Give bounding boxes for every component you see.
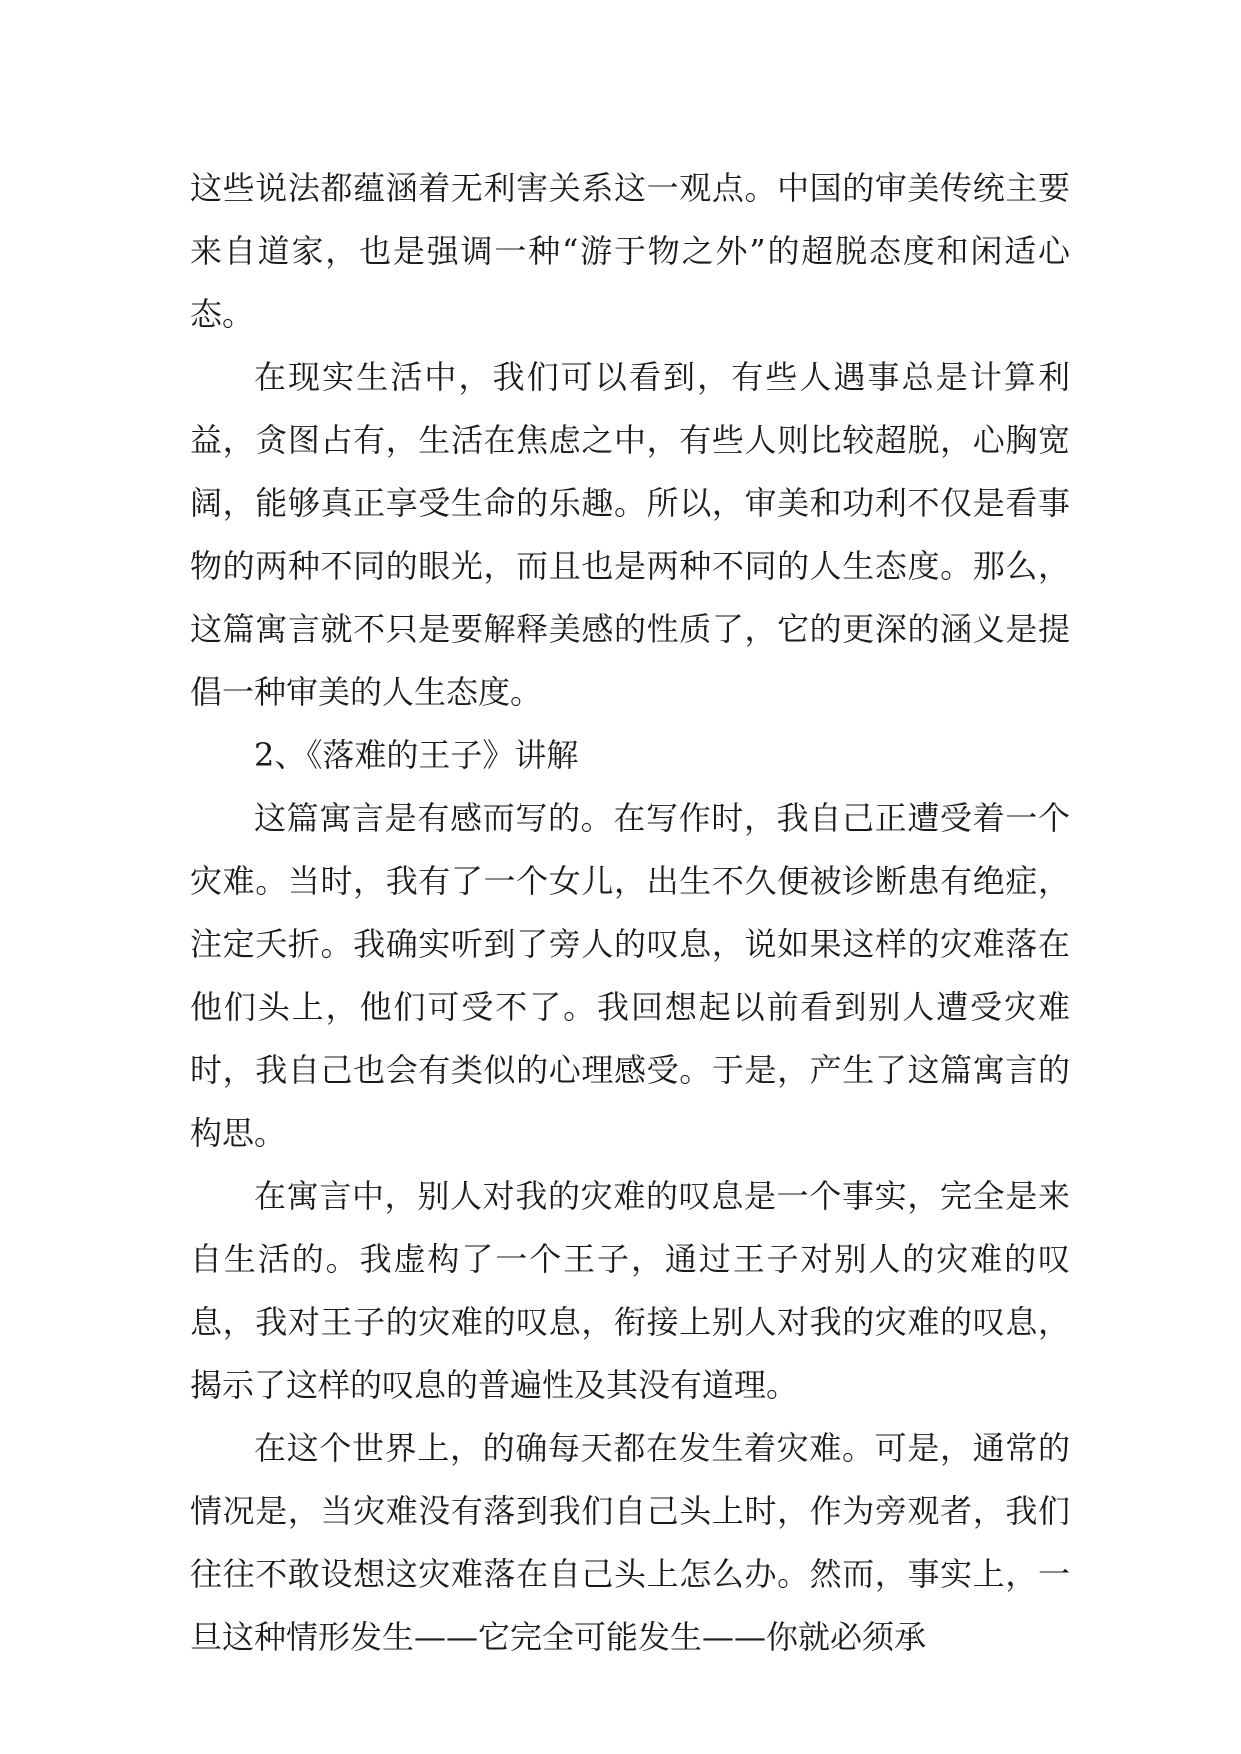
section-heading: 2、《落难的王子》讲解 bbox=[254, 736, 579, 774]
document-body bbox=[190, 157, 1070, 1669]
paragraph-1: 这些说法都蕴涵着无利害关系这一观点。中国的审美传统主要来自道家，也是强调一种“游于物之外”的超脱态度和闲适心态。 bbox=[190, 169, 1070, 333]
paragraph-4: 在寓言中，别人对我的灾难的叹息是一个事实，完全是来自生活的。我虚构了一个王子，通过王子对别人的灾难的叹息，我对王子的灾难的叹息，衔接上别人对我的灾难的叹息，揭示了这样的叹息的普遍性及其没有道理。 bbox=[190, 1177, 1070, 1404]
paragraph-3: 这篇寓言是有感而写的。在写作时，我自己正遭受着一个灾难。当时，我有了一个女儿，出生不久便被诊断患有绝症，注定夭折。我确实听到了旁人的叹息，说如果这样的灾难落在他们头上，他们可受不了。我回想起以前看到别人遭受灾难时，我自己也会有类似的心理感受。于是，产生了这篇寓言的构思。 bbox=[190, 799, 1070, 1152]
paragraph-5: 在这个世界上，的确每天都在发生着灾难。可是，通常的情况是，当灾难没有落到我们自己头上时，作为旁观者，我们往往不敢设想这灾难落在自己头上怎么办。然而，事实上，一旦这种情形发生——它完全可能发生——你就必须承 bbox=[190, 1429, 1070, 1656]
paragraph-2: 在现实生活中，我们可以看到，有些人遇事总是计算利益，贪图占有，生活在焦虑之中，有些人则比较超脱，心胸宽阔，能够真正享受生命的乐趣。所以，审美和功利不仅是看事物的两种不同的眼光，而且也是两种不同的人生态度。那么，这篇寓言就不只是要解释美感的性质了，它的更深的涵义是提倡一种审美的人生态度。 bbox=[190, 358, 1070, 711]
